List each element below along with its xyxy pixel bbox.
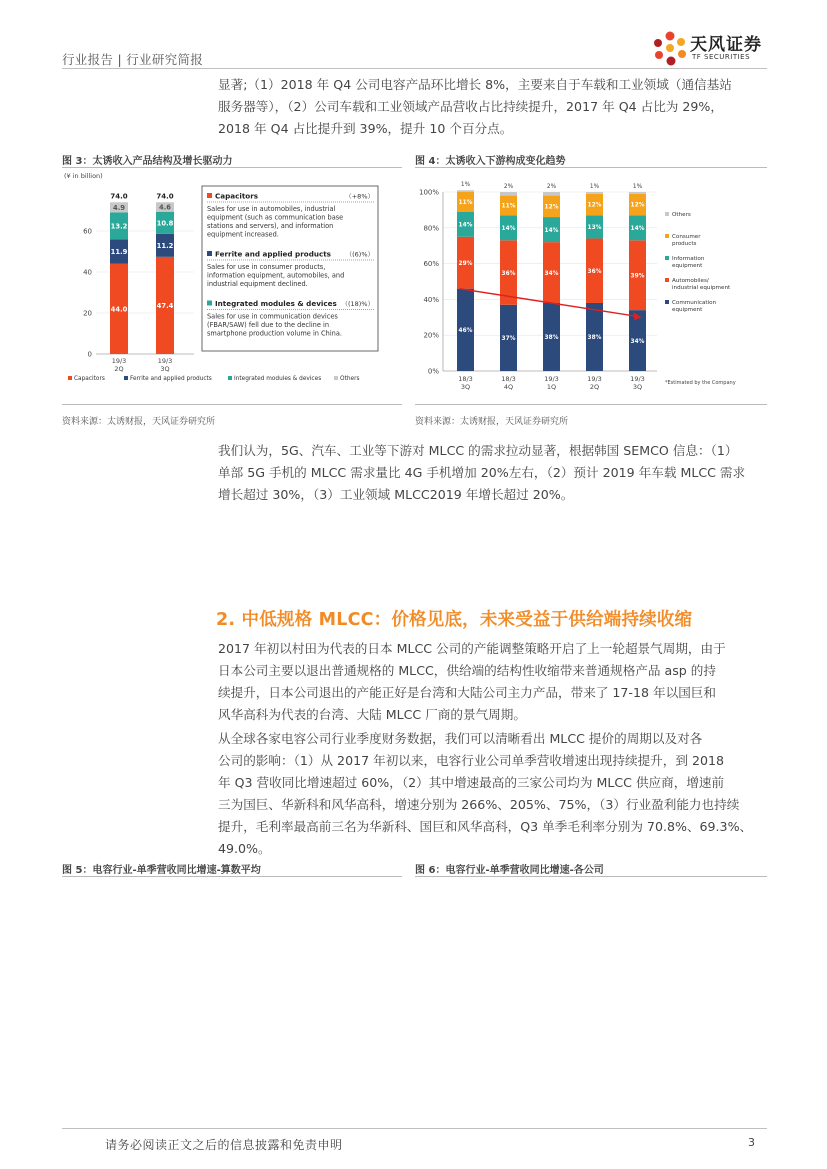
logo-flower-icon [650, 28, 690, 68]
figure6-title: 图 6：电容行业-单季营收同比增速-各公司 [415, 865, 604, 876]
fig3-box-desc-line: Sales for use in consumer products, [207, 263, 326, 271]
company-logo [650, 28, 770, 68]
fig4-data-label: 46% [458, 328, 473, 335]
text-line: 续提升，日本公司退出的产能正好是台湾和大陆公司主力产品，带来了 17-18 年以国巨和 [218, 685, 716, 700]
fig3-box-heading: Integrated modules & devices [215, 299, 337, 308]
fig3-ytick-label: 20 [83, 309, 92, 318]
text-line: 49.0%。 [218, 841, 271, 856]
figure4-bottom-rule [415, 404, 767, 405]
fig4-category-label: 19/3 [544, 375, 559, 383]
paragraph-demand [218, 440, 763, 506]
fig3-box-swatch [207, 193, 212, 198]
fig3-box-desc-line: Sales for use in communication devices [207, 312, 338, 321]
page-number: 3 [748, 1136, 755, 1149]
fig4-ytick-label: 40% [423, 295, 439, 304]
fig3-box-swatch [207, 301, 212, 306]
fig3-data-label: 10.8 [156, 219, 174, 228]
fig3-total-label: 74.0 [110, 192, 128, 201]
fig4-legend-label: industrial equipment [672, 285, 731, 291]
fig3-box-desc-line: information equipment, automobiles, and [207, 271, 345, 280]
text-line: 单部 5G 手机的 MLCC 需求量比 4G 手机增加 20%左右，（2）预计 2019 年车载 MLCC 需求 [218, 465, 746, 480]
footer-disclaimer: 请务必阅读正文之后的信息披露和免责申明 [105, 1138, 343, 1152]
paragraph-cycle [218, 638, 763, 726]
fig4-footnote: *Estimated by the Company [665, 380, 736, 386]
header-breadcrumb: 行业报告 | 行业研究简报 [62, 52, 204, 67]
figure3-title: 图 3：太诱收入产品结构及增长驱动力 [62, 156, 233, 167]
figure4-source: 资料来源：太诱财报，天风证券研究所 [415, 417, 569, 427]
fig4-legend-label: Others [672, 212, 691, 218]
fig4-data-label: 39% [630, 273, 645, 280]
fig4-data-label: 37% [501, 336, 516, 343]
fig3-category-label: 19/3 [157, 357, 173, 365]
fig4-data-label: 12% [587, 202, 602, 209]
fig3-ytick-label: 40 [83, 268, 92, 277]
logo-name-en: TF SECURITIES [692, 53, 751, 61]
figure3-title-rule [62, 167, 402, 168]
text-line: 2017 年初以村田为代表的日本 MLCC 公司的产能调整策略开启了上一轮超景气周期，由于 [218, 641, 726, 656]
fig3-legend-swatch [228, 376, 232, 380]
fig3-box-change: （(6)%） [345, 250, 374, 259]
fig4-ytick-label: 100% [418, 188, 439, 197]
section-heading: 2. 中低规格 MLCC：价格见底，未来受益于供给端持续收缩 [216, 610, 693, 630]
fig4-legend-swatch [665, 212, 669, 216]
fig4-data-label: 34% [544, 270, 559, 277]
fig4-data-label: 14% [458, 222, 473, 229]
text-line: 显著;（1）2018 年 Q4 公司电容产品环比增长 8%，主要来自于车载和工业领域（通信基站 [218, 77, 732, 92]
figure3-chart [62, 170, 402, 392]
fig4-data-label: 36% [587, 268, 602, 275]
fig4-category-label: 3Q [460, 383, 471, 391]
fig4-data-label: 14% [630, 226, 645, 232]
fig3-data-label: 11.9 [110, 248, 128, 257]
fig4-category-label: 3Q [632, 383, 643, 391]
fig3-legend-label: Capacitors [74, 376, 105, 382]
fig3-box-desc-line: equipment increased. [207, 230, 279, 239]
fig3-box-desc-line: stations and servers), and information [207, 222, 334, 230]
fig4-legend-label: products [672, 241, 697, 247]
figure5-title-rule [62, 876, 402, 877]
fig3-data-label: 4.6 [158, 203, 172, 212]
fig3-legend-swatch [68, 376, 72, 380]
text-line: 公司的影响：（1）从 2017 年初以来，电容行业公司单季营收增速出现持续提升，到 2018 [218, 753, 725, 768]
fig4-ytick-label: 80% [423, 224, 439, 233]
fig4-ytick-label: 60% [423, 260, 439, 269]
fig4-data-label: 2% [503, 184, 514, 190]
figure5-title: 图 5：电容行业-单季营收同比增速-算数平均 [62, 865, 261, 876]
fig4-data-label: 38% [544, 335, 559, 342]
fig3-box-desc-line: smartphone production volume in China. [207, 329, 342, 338]
logo-name-cn: 天风证券 [690, 35, 762, 55]
fig4-legend-swatch [665, 300, 669, 304]
fig4-category-label: 1Q [546, 383, 557, 391]
fig3-box-heading: Capacitors [215, 191, 259, 201]
fig3-legend-label: Ferrite and applied products [130, 376, 212, 382]
fig4-data-label: 11% [501, 203, 516, 210]
fig3-legend-swatch [334, 376, 338, 380]
fig3-category-label: 3Q [160, 365, 170, 373]
intro-paragraph [218, 74, 763, 140]
footer-divider [62, 1128, 767, 1129]
fig4-data-label: 38% [587, 335, 602, 342]
fig3-box-heading: Ferrite and applied products [215, 249, 331, 259]
fig4-category-label: 19/3 [630, 375, 645, 383]
fig4-data-label: 12% [630, 202, 645, 209]
fig4-data-label: 14% [501, 226, 516, 232]
fig4-data-label: 14% [544, 227, 559, 234]
fig4-bar-segment [543, 192, 560, 196]
fig3-data-label: 4.9 [112, 203, 126, 212]
fig4-legend-swatch [665, 256, 669, 260]
fig3-box-change: （(18)%） [341, 300, 374, 308]
fig4-legend-label: equipment [672, 263, 703, 269]
header-divider [62, 68, 767, 69]
text-line: 服务器等），（2）公司车载和工业领域产品营收占比持续提升，2017 年 Q4 占比为 29%， [218, 99, 723, 114]
fig3-data-label: 13.2 [110, 222, 128, 231]
fig3-data-label: 11.2 [156, 241, 174, 250]
fig3-ytick-label: 0 [87, 350, 92, 359]
fig3-legend-label: Integrated modules & devices [234, 376, 322, 382]
fig4-data-label: 1% [460, 182, 471, 189]
fig3-unit-label: (¥ in billion) [64, 172, 103, 180]
text-line: 风华高科为代表的台湾、大陆 MLCC 厂商的景气周期。 [218, 707, 526, 722]
fig4-data-label: 36% [501, 270, 516, 277]
fig4-data-label: 2% [546, 184, 557, 190]
fig4-category-label: 2Q [589, 383, 600, 391]
text-line: 增长超过 30%，（3）工业领域 MLCC2019 年增长超过 20%。 [218, 487, 574, 502]
figure6-title-rule [415, 876, 767, 877]
fig4-legend-swatch [665, 234, 669, 238]
fig4-legend-swatch [665, 278, 669, 282]
fig4-legend-label: Automobiles/ [672, 278, 709, 284]
text-line: 提升，毛利率最高前三名为华新科、国巨和风华高科，Q3 单季毛利率分别为 70.8%、69.3%、 [218, 819, 753, 834]
fig3-data-label: 44.0 [110, 305, 128, 314]
text-line: 我们认为，5G、汽车、工业等下游对 MLCC 的需求拉动显著，根据韩国 SEMCO 信息：（1） [218, 443, 738, 458]
figure3-source: 资料来源：太诱财报，天风证券研究所 [62, 417, 216, 427]
fig3-box-desc-line: equipment (such as communication base [207, 213, 344, 222]
fig4-legend-label: equipment [672, 307, 703, 313]
text-line: 年 Q3 营收同比增速超过 60%，（2）其中增速最高的三家公司均为 MLCC 供应商，增速前 [218, 775, 725, 790]
fig4-data-label: 1% [632, 184, 643, 190]
figure4-chart [415, 172, 767, 402]
fig4-category-label: 19/3 [587, 375, 602, 383]
text-line: 三为国巨、华新科和风华高科，增速分别为 266%、205%、75%，（3）行业盈利能力也持续 [218, 797, 740, 812]
figure4-title: 图 4：太诱收入下游构成变化趋势 [415, 156, 566, 167]
fig4-legend-label: Communication [672, 300, 717, 306]
fig4-data-label: 34% [630, 338, 645, 345]
fig4-bar-segment [500, 192, 517, 196]
fig4-data-label: 13% [587, 225, 602, 232]
figure3-bottom-rule [62, 404, 402, 405]
fig4-data-label: 29% [458, 260, 473, 267]
fig3-legend-swatch [124, 376, 128, 380]
fig3-total-label: 74.0 [156, 192, 174, 201]
fig4-category-label: 18/3 [501, 375, 516, 383]
fig4-data-label: 12% [544, 204, 559, 211]
figure4-title-rule [415, 167, 767, 168]
fig3-data-label: 47.4 [156, 301, 174, 310]
paragraph-financials [218, 728, 763, 860]
fig3-box-change: （+8%） [345, 192, 374, 201]
fig4-bar-segment [457, 190, 474, 192]
fig4-category-label: 18/3 [458, 375, 473, 383]
fig4-ytick-label: 20% [423, 331, 439, 340]
fig4-bar-segment [629, 192, 646, 194]
fig4-data-label: 11% [458, 200, 473, 207]
fig3-ytick-label: 60 [83, 227, 92, 236]
fig3-box-desc-line: Sales for use in automobiles, industrial [207, 205, 336, 213]
fig4-legend-label: Consumer [672, 234, 701, 240]
fig4-ytick-label: 0% [427, 367, 439, 376]
fig3-box-desc-line: industrial equipment declined. [207, 280, 308, 288]
fig3-legend-label: Others [340, 376, 360, 382]
text-line: 2018 年 Q4 占比提升到 39%，提升 10 个百分点。 [218, 121, 513, 136]
text-line: 从全球各家电容公司行业季度财务数据，我们可以清晰看出 MLCC 提价的周期以及对各 [218, 731, 703, 746]
fig3-category-label: 19/3 [111, 357, 127, 365]
fig3-category-label: 2Q [114, 365, 124, 373]
fig3-box-desc-line: (FBAR/SAW) fell due to the decline in [207, 321, 330, 329]
text-line: 日本公司主要以退出普通规格的 MLCC，供给端的结构性收缩带来普通规格产品 asp 的持 [218, 663, 716, 678]
fig4-bar-segment [586, 192, 603, 194]
fig4-legend-label: Information [672, 256, 705, 262]
fig4-data-label: 1% [589, 184, 600, 190]
fig4-category-label: 4Q [503, 383, 514, 391]
fig3-box-swatch [207, 251, 212, 256]
